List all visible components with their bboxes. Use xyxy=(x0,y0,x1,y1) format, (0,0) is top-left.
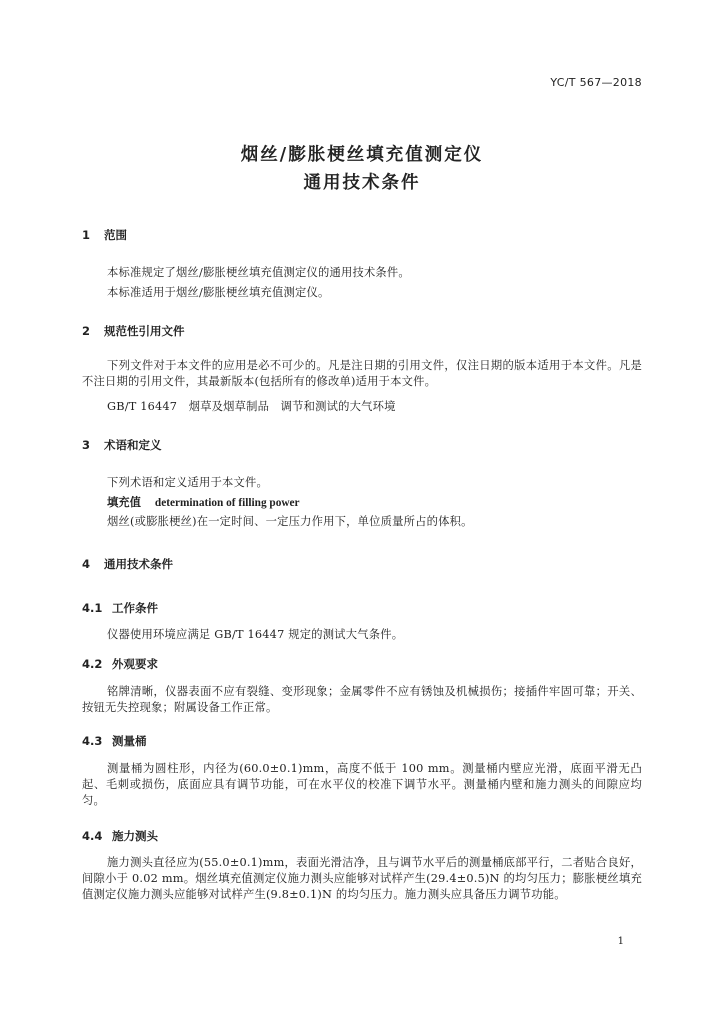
section-1-line-1: 本标准规定了烟丝/膨胀梗丝填充值测定仪的通用技术条件。 xyxy=(107,266,410,279)
section-4-4-heading xyxy=(82,828,158,844)
section-title: 术语和定义 xyxy=(104,438,162,452)
normative-reference: GB/T 16447 烟草及烟草制品 调节和测试的大气环境 xyxy=(107,400,396,413)
document-title-line1: 烟丝/膨胀梗丝填充值测定仪 xyxy=(240,145,484,165)
section-3-intro: 下列术语和定义适用于本文件。 xyxy=(107,476,268,489)
section-3-heading xyxy=(82,437,162,453)
section-title: 规范性引用文件 xyxy=(104,324,185,338)
document-title-line2: 通用技术条件 xyxy=(303,173,421,193)
section-1-line-2: 本标准适用于烟丝/膨胀梗丝填充值测定仪。 xyxy=(107,286,330,299)
term-definition: 烟丝(或膨胀梗丝)在一定时间、一定压力作用下，单位质量所占的体积。 xyxy=(107,515,473,528)
term-english: determination of filling power xyxy=(154,497,300,509)
section-number: 4.3 xyxy=(82,734,103,748)
section-title: 外观要求 xyxy=(112,657,158,671)
section-4-2-paragraph: 铭牌清晰，仪器表面不应有裂缝、变形现象；金属零件不应有锈蚀及机械损伤；接插件牢固可靠；开关、按钮无失控现象；附属设备工作正常。 xyxy=(82,685,642,714)
section-title: 通用技术条件 xyxy=(104,557,173,571)
section-title: 工作条件 xyxy=(112,601,158,615)
section-number: 2 xyxy=(82,324,91,338)
section-1-heading xyxy=(82,227,127,243)
section-2-paragraph: 下列文件对于本文件的应用是必不可少的。凡是注日期的引用文件，仅注日期的版本适用于本文件。凡是不注日期的引用文件，其最新版本(包括所有的修改单)适用于本文件。 xyxy=(82,359,642,388)
section-title: 施力测头 xyxy=(112,829,158,843)
term-entry xyxy=(107,494,300,510)
standard-code: YC/T 567—2018 xyxy=(550,76,642,89)
section-title: 范围 xyxy=(104,228,127,242)
section-4-3-heading xyxy=(82,733,147,749)
section-2-heading xyxy=(82,323,185,339)
section-4-3-paragraph: 测量桶为圆柱形，内径为(60.0±0.1)mm，高度不低于 100 mm。测量桶内壁应光滑，底面平滑无凸起、毛刺或损伤，底面应具有调节功能，可在水平仪的校准下调节水平。测量桶内壁和施力测头的间隙应均匀。 xyxy=(82,762,642,807)
section-4-heading xyxy=(82,556,173,572)
term-chinese: 填充值 xyxy=(107,496,141,509)
section-number: 4.1 xyxy=(82,601,103,615)
section-4-2-heading xyxy=(82,656,158,672)
section-4-1-text: 仪器使用环境应满足 GB/T 16447 规定的测试大气条件。 xyxy=(107,628,404,641)
section-number: 3 xyxy=(82,438,91,452)
section-4-4-paragraph: 施力测头直径应为(55.0±0.1)mm，表面光滑洁净，且与调节水平后的测量桶底部平行，二者贴合良好，间隙小于 0.02 mm。烟丝填充值测定仪施力测头应能够对试样产生(29.4±0.5)N 的均匀压力；膨胀梗丝填充值测定仪施力测头应能够对试样产生(9.8±0.1)N 的均匀压力。施力测头应具备压力调节功能。 xyxy=(82,856,642,901)
section-number: 1 xyxy=(82,228,91,242)
section-number: 4.4 xyxy=(82,829,103,843)
section-4-1-heading xyxy=(82,600,158,616)
section-number: 4.2 xyxy=(82,657,103,671)
section-number: 4 xyxy=(82,557,91,571)
section-title: 测量桶 xyxy=(112,734,147,748)
page-number: 1 xyxy=(617,936,624,947)
